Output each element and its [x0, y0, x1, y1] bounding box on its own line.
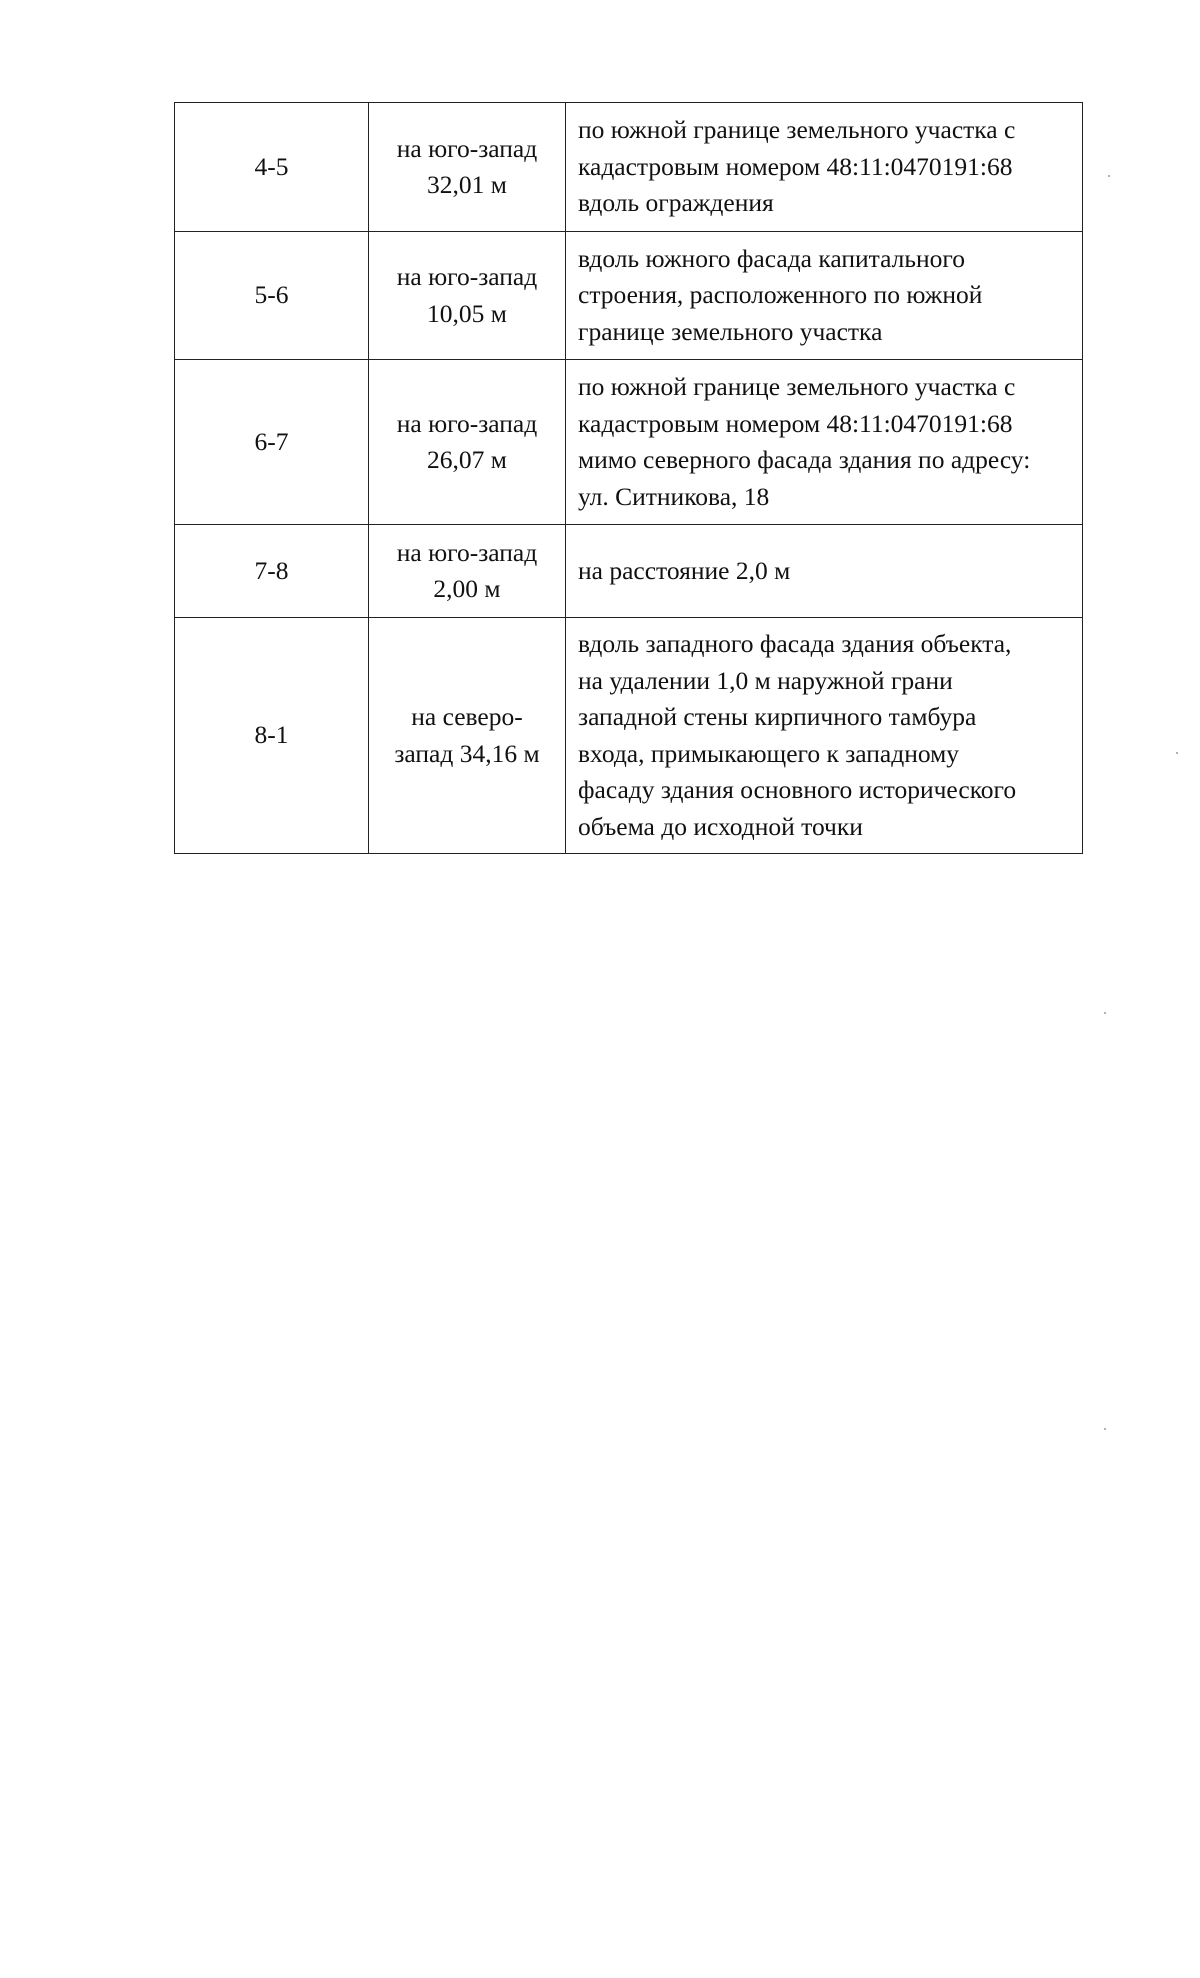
description-line: на удалении 1,0 м наружной грани — [578, 665, 953, 695]
direction-line: запад 34,16 м — [394, 738, 540, 768]
description-line: кадастровым номером 48:11:0470191:68 — [578, 408, 1013, 438]
direction-line: на юго-запад — [396, 262, 538, 291]
description-line: входа, примыкающего к западному — [578, 738, 960, 768]
description-line: по южной границе земельного участка с — [578, 372, 1016, 401]
direction-cell — [369, 360, 566, 525]
direction-cell — [369, 525, 566, 618]
direction-cell — [369, 618, 566, 854]
description-cell — [566, 103, 1083, 232]
description-line: вдоль южного фасада капитального — [578, 243, 965, 273]
description-cell — [566, 525, 1083, 618]
description-line: по южной границе земельного участка с — [578, 115, 1016, 145]
description-line: западной стены кирпичного тамбура — [578, 702, 977, 731]
description-line: на расстояние 2,0 м — [578, 555, 791, 585]
scan-speck — [1176, 752, 1178, 754]
description-cell — [566, 232, 1083, 360]
points-cell: 6-7 — [175, 360, 369, 525]
table-row — [175, 360, 1083, 525]
description-line: вдоль западного фасада здания объекта, — [578, 629, 1012, 658]
direction-line: 10,05 м — [427, 298, 507, 328]
description-line: строения, расположенного по южной — [578, 280, 983, 310]
description-line: мимо северного фасада здания по адресу: — [578, 445, 1031, 474]
boundary-description-table — [174, 102, 1083, 854]
description-line: кадастровым номером 48:11:0470191:68 — [578, 151, 1013, 181]
points-cell: 5-6 — [175, 232, 369, 360]
table-row — [175, 525, 1083, 618]
description-line: вдоль ограждения — [578, 188, 774, 218]
direction-line: 2,00 м — [433, 574, 501, 603]
direction-cell — [369, 232, 566, 360]
description-line: фасаду здания основного исторического — [578, 775, 1017, 804]
points-cell: 4-5 — [175, 103, 369, 232]
direction-line: на юго-запад — [396, 408, 538, 438]
description-line: границе земельного участка — [578, 316, 883, 346]
direction-line: на юго-запад — [396, 133, 538, 163]
direction-line: 32,01 м — [427, 170, 507, 199]
points-cell: 8-1 — [175, 618, 369, 854]
table-row — [175, 618, 1083, 854]
direction-cell — [369, 103, 566, 232]
direction-line: на юго-запад — [396, 537, 538, 567]
description-cell — [566, 618, 1083, 854]
direction-line: 26,07 м — [427, 445, 507, 474]
direction-line: на северо- — [411, 702, 523, 731]
points-cell: 7-8 — [175, 525, 369, 618]
description-line: объема до исходной точки — [578, 811, 863, 841]
description-line: ул. Ситникова, 18 — [578, 481, 770, 511]
scan-speck — [1104, 1428, 1106, 1430]
description-cell — [566, 360, 1083, 525]
scan-speck — [1108, 175, 1110, 177]
scan-speck — [1104, 1012, 1106, 1014]
table-row — [175, 103, 1083, 232]
table-row — [175, 232, 1083, 360]
